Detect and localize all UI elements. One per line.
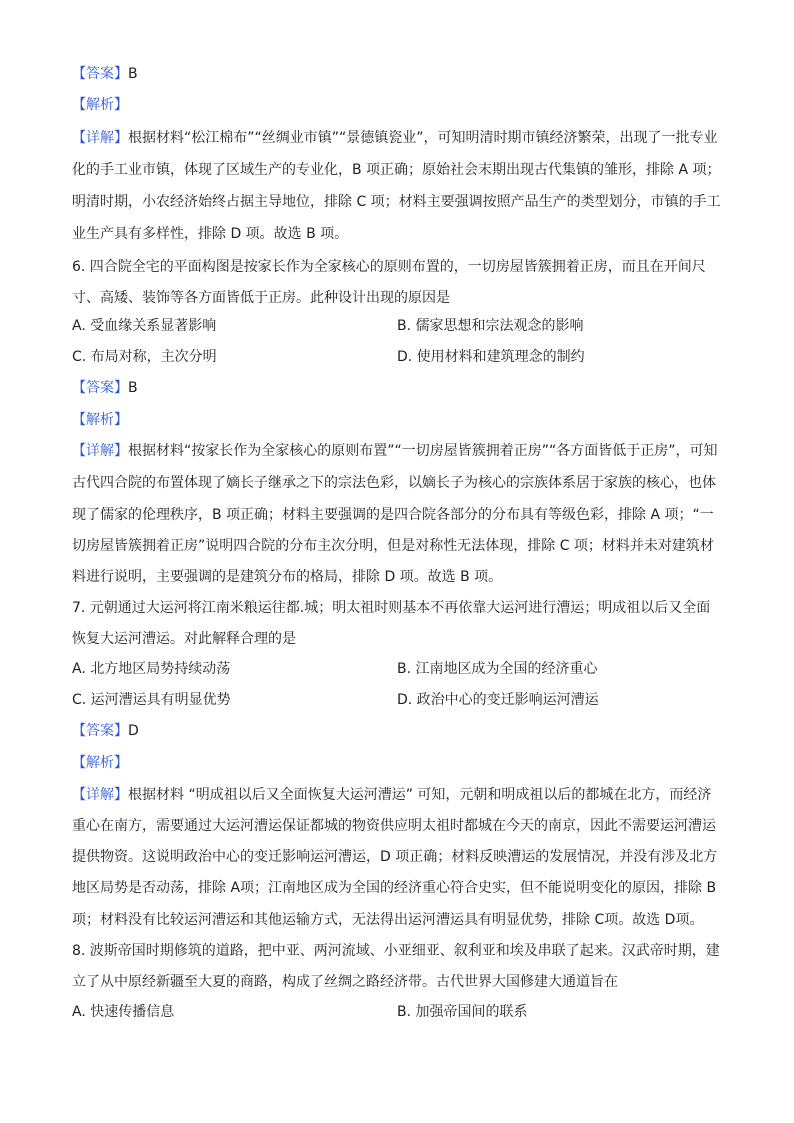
detail-tag: 【详解】 <box>72 787 128 803</box>
q6-answer-line <box>72 378 722 398</box>
explanation-text: 根据材料“按家长作为全家核心的原则布置”“一切房屋皆簇拥着正房”“各方面皆低于正房”，可知 <box>128 443 718 459</box>
q7-explanation-line: 提供物资。这说明政治中心的变迁影响运河漕运，D 项正确；材料反映漕运的发展情况，并没有涉及北方 <box>72 849 718 865</box>
q7-stem-line: 恢复大运河漕运。对此解释合理的是 <box>72 631 296 647</box>
q8-option-b: B. 加强帝国间的联系 <box>397 1004 528 1020</box>
answer-value: B <box>128 380 138 396</box>
q5-explanation-line <box>72 128 722 148</box>
q6-explanation-line: 料进行说明，主要强调的是建筑分布的格局，排除 D 项。故选 B 项。 <box>72 569 503 585</box>
q7-analysis-tag-line <box>72 753 722 773</box>
q6-analysis-tag-line <box>72 410 722 430</box>
q7-option-d: D. 政治中心的变迁影响运河漕运 <box>397 692 599 708</box>
q7-option-b: B. 江南地区成为全国的经济重心 <box>397 661 598 677</box>
q7-option-c: C. 运河漕运具有明显优势 <box>72 692 231 708</box>
q6-stem-line: 寸、高矮、装饰等各方面皆低于正房。此种设计出现的原因是 <box>72 290 450 306</box>
detail-tag: 【详解】 <box>72 443 128 459</box>
q5-explanation-line: 明清时期，小农经济始终占据主导地位，排除 C 项；材料主要强调按照产品生产的类型划分，市镇的手工 <box>72 194 721 210</box>
detail-tag: 【详解】 <box>72 130 128 146</box>
q7-explanation-line <box>72 785 722 805</box>
q6-explanation-line: 切房屋皆簇拥着正房”说明四合院的分布主次分明，但是对称性无法体现，排除 C 项；材料并未对建筑材 <box>72 538 714 554</box>
q5-answer-line <box>72 64 722 84</box>
q7-answer-line <box>72 721 722 741</box>
q6-option-c: C. 布局对称，主次分明 <box>72 349 217 365</box>
q8-stem-line: 立了从中原经新疆至大夏的商路，构成了丝绸之路经济带。古代世界大国修建大通道旨在 <box>72 974 618 990</box>
q6-stem-line: 6. 四合院全宅的平面构图是按家长作为全家核心的原则布置的，一切房屋皆簇拥着正房，而且在开间尺 <box>72 259 706 275</box>
q6-option-d: D. 使用材料和建筑理念的制约 <box>397 349 585 365</box>
q6-explanation-line: 古代四合院的布置体现了嫡长子继承之下的宗法色彩，以嫡长子为核心的宗族体系居于家族的核心，也体 <box>72 475 716 491</box>
explanation-text: 根据材料 “明成祖以后又全面恢复大运河漕运” 可知，元朝和明成祖以后的都城在北方，而经济 <box>128 787 712 803</box>
answer-tag: 【答案】 <box>72 380 128 396</box>
q5-explanation-line: 化的手工业市镇，体现了区域生产的专业化，B 项正确；原始社会末期出现古代集镇的雏形，排除 A 项； <box>72 162 721 178</box>
q7-explanation-line: 项；材料没有比较运河漕运和其他运输方式，无法得出运河漕运具有明显优势，排除 C项。故选 D项。 <box>72 912 704 928</box>
q7-explanation-line: 重心在南方，需要通过大运河漕运保证都城的物资供应明太祖时都城在今天的南京，因此不需要运河漕运 <box>72 818 716 834</box>
answer-tag: 【答案】 <box>72 723 128 739</box>
q7-stem-line: 7. 元朝通过大运河将江南米粮运往都.城；明太祖时则基本不再依靠大运河进行漕运；明成祖以后又全面 <box>72 600 711 616</box>
q6-explanation-line <box>72 441 722 461</box>
q6-option-b: B. 儒家思想和宗法观念的影响 <box>397 318 584 334</box>
q8-stem-line: 8. 波斯帝国时期修筑的道路，把中亚、两河流域、小亚细亚、叙利亚和埃及串联了起来。汉武帝时期，建 <box>72 943 720 959</box>
q6-option-a: A. 受血缘关系显著影响 <box>72 318 217 334</box>
q6-explanation-line: 现了儒家的伦理秩序，B 项正确；材料主要强调的是四合院各部分的分布具有等级色彩，排除 A 项；“一 <box>72 507 714 523</box>
explanation-text: 根据材料“松江棉布”“丝绸业市镇”“景德镇瓷业”，可知明清时期市镇经济繁荣，出现了一批专业 <box>128 130 718 146</box>
q8-option-a: A. 快速传播信息 <box>72 1004 175 1020</box>
q5-analysis-tag-line <box>72 95 722 115</box>
q7-option-a: A. 北方地区局势持续动荡 <box>72 661 231 677</box>
q7-explanation-line: 地区局势是否动荡，排除 A项；江南地区成为全国的经济重心符合史实，但不能说明变化的原因，排除 B <box>72 880 717 896</box>
analysis-tag: 【解析】 <box>72 755 128 771</box>
answer-value: B <box>128 66 138 82</box>
analysis-tag: 【解析】 <box>72 97 128 113</box>
answer-tag: 【答案】 <box>72 66 128 82</box>
q5-explanation-line: 业生产具有多样性，排除 D 项。故选 B 项。 <box>72 226 349 242</box>
answer-value: D <box>128 723 139 739</box>
analysis-tag: 【解析】 <box>72 412 128 428</box>
